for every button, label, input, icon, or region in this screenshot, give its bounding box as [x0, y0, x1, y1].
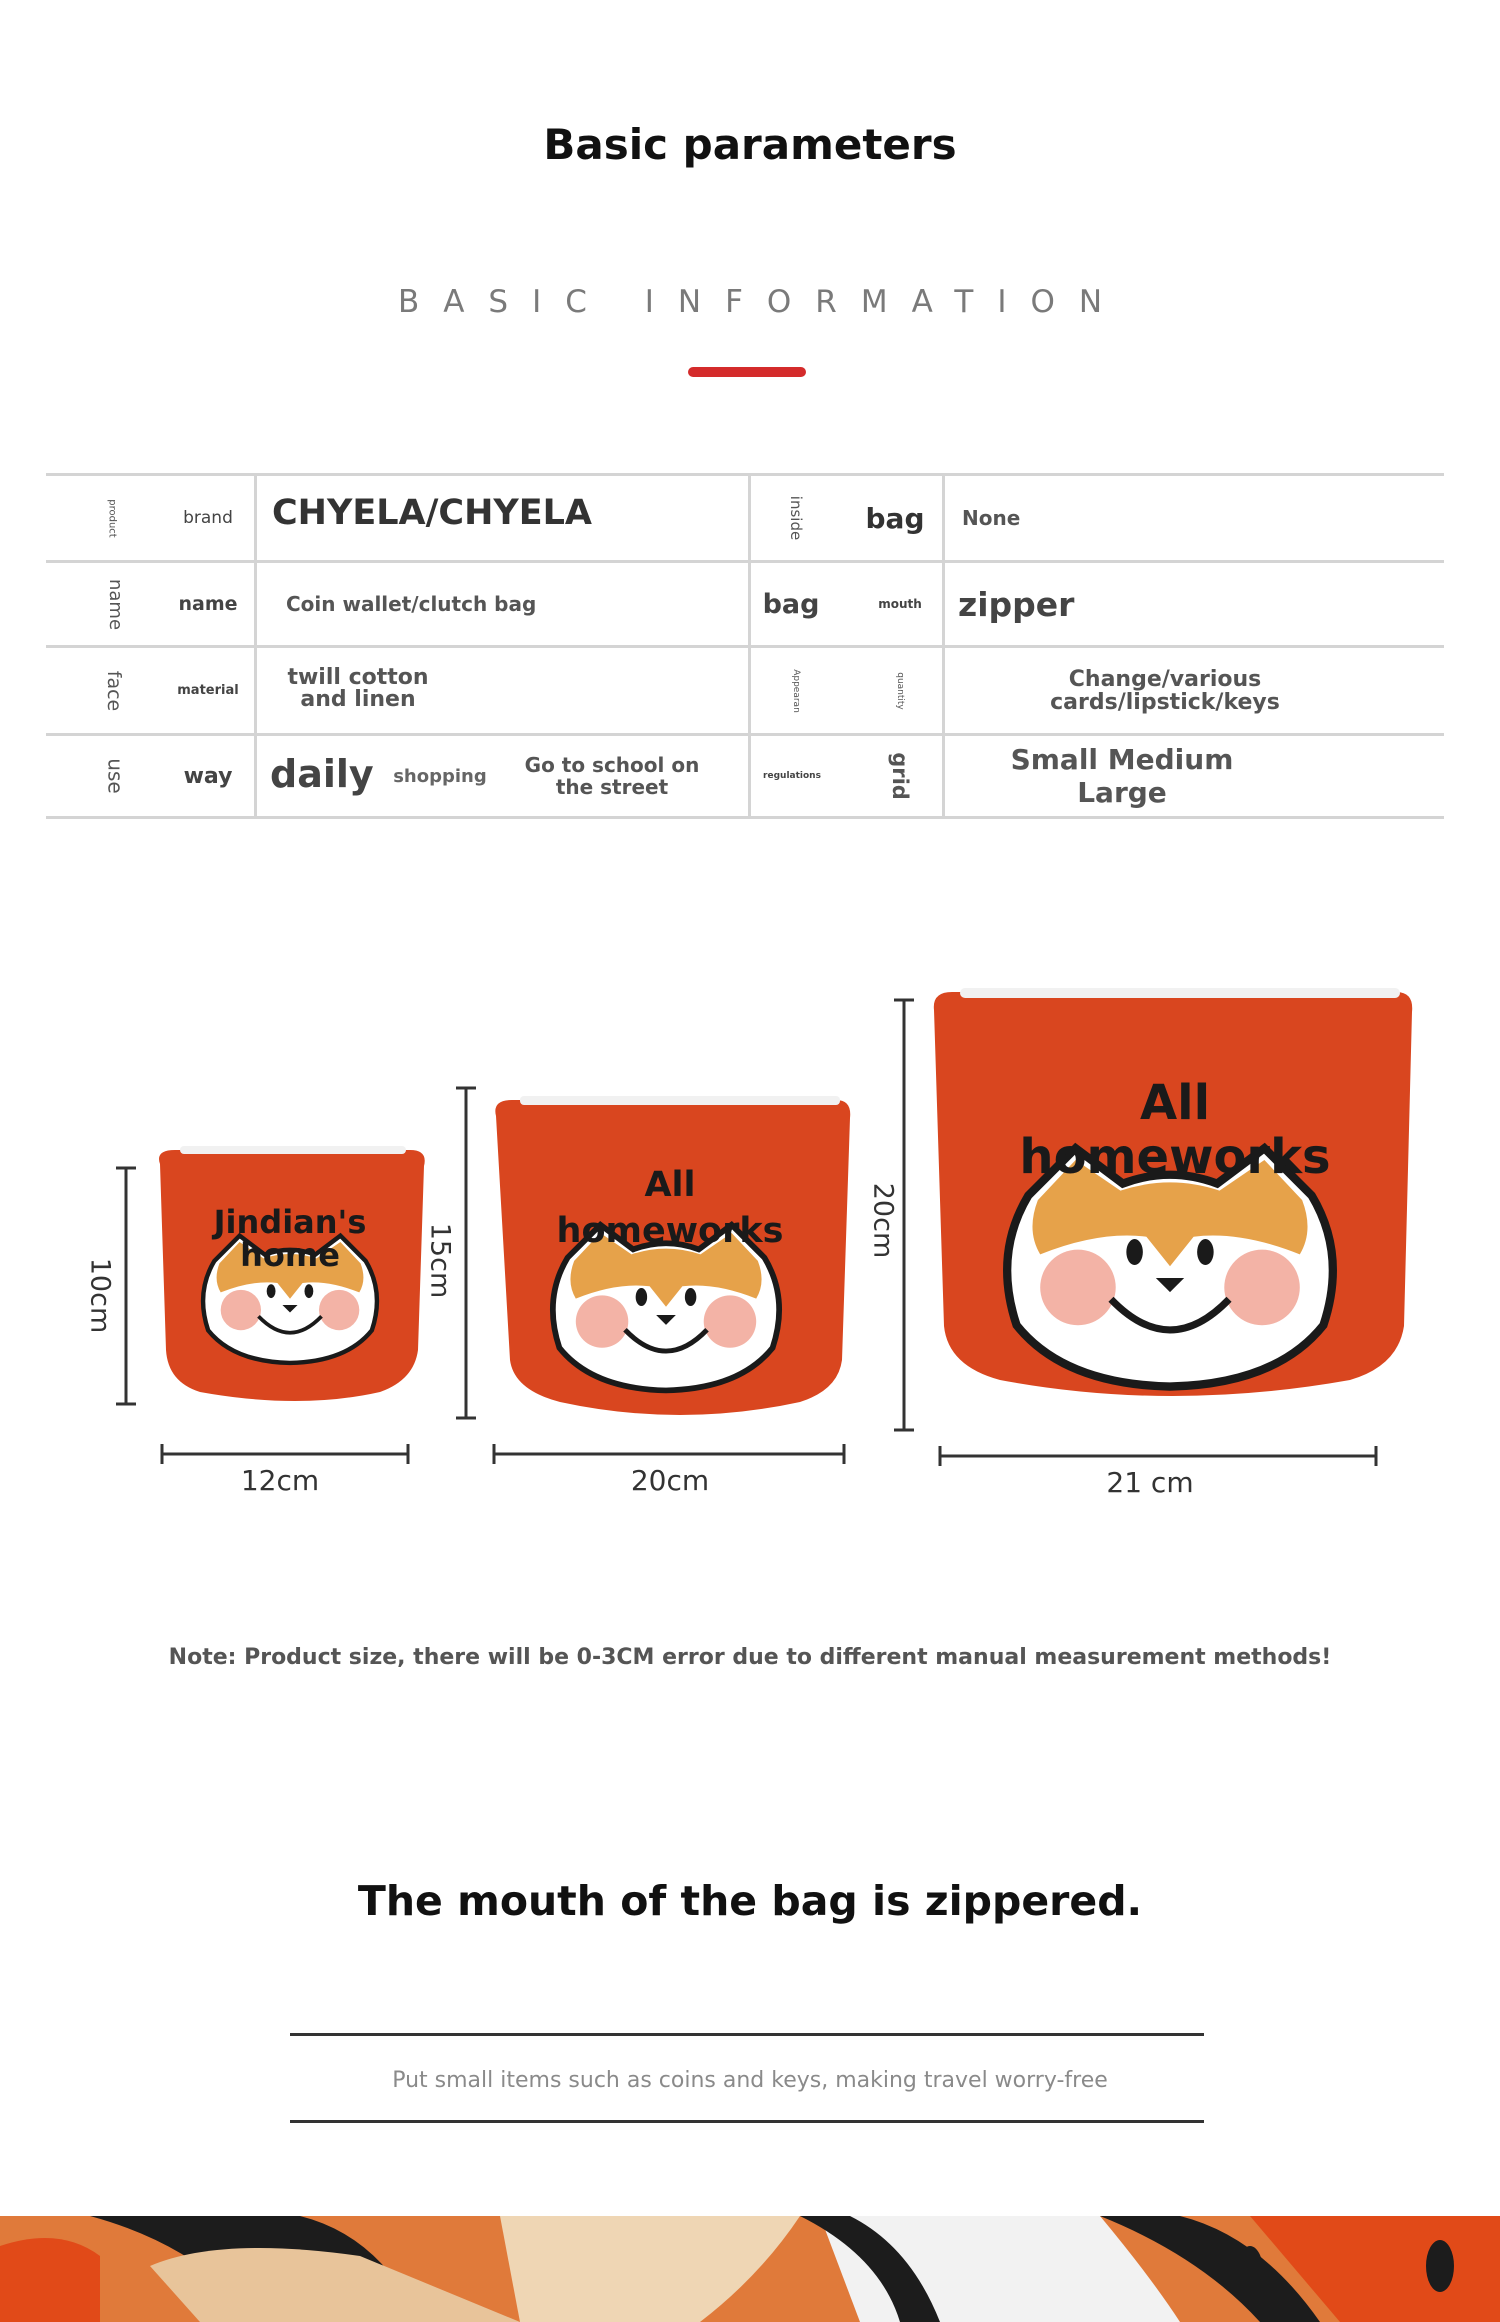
table-divider: [942, 473, 945, 819]
specification-value: Small Medium Large: [1010, 743, 1234, 809]
material-value: twill cotton and linen: [287, 665, 429, 712]
row3-prefix: face: [103, 670, 125, 711]
fabric-closeup-photo: [0, 2216, 1500, 2322]
row2-label-2a: bag: [762, 588, 820, 620]
small-bag-label: Jindian's home: [213, 1203, 367, 1274]
large-bag-label: All homeworks: [1019, 1075, 1331, 1185]
use-value-school: Go to school on the street: [524, 753, 700, 799]
row2-prefix: name: [105, 578, 127, 630]
large-bag: [934, 988, 1412, 1396]
medium-bag: [495, 1096, 850, 1415]
medium-height-label: 15cm: [424, 1222, 456, 1298]
name-value: Coin wallet/clutch bag: [286, 592, 537, 616]
bag-mouth-value: zipper: [958, 584, 1075, 624]
row3-prefix-2: Appearan: [791, 668, 801, 713]
row2-label-2b: mouth: [878, 597, 922, 611]
small-width-label: 12cm: [240, 1464, 320, 1497]
row4-label-2: grid: [888, 752, 912, 800]
zipper-rule-top: [290, 2033, 1204, 2036]
size-note: Note: Product size, there will be 0-3CM error due to different manual measurement methods!: [168, 1645, 1332, 1670]
use-value-daily: daily: [270, 752, 374, 796]
zipper-rule-bottom: [290, 2120, 1204, 2123]
use-value-shopping: shopping: [393, 765, 487, 787]
medium-width-label: 20cm: [630, 1464, 710, 1497]
row4-label: way: [183, 763, 233, 789]
large-width-label: 21 cm: [1106, 1466, 1194, 1499]
row4-prefix-2: regulations: [763, 771, 821, 781]
row1-prefix: product: [106, 498, 118, 538]
section-subheading: BASIC INFORMATION: [397, 284, 1127, 320]
zipper-title: The mouth of the bag is zippered.: [357, 1877, 1143, 1925]
appearance-value: Change/various cards/lipstick/keys: [1050, 666, 1280, 715]
medium-bag-label: All homeworks: [556, 1165, 784, 1251]
large-height-label: 20cm: [867, 1182, 899, 1258]
row3-label: material: [177, 683, 239, 698]
row1-prefix-2: inside: [787, 495, 806, 541]
row3-label-2: quantity: [895, 671, 905, 710]
table-divider: [254, 473, 257, 819]
small-height-label: 10cm: [84, 1257, 116, 1333]
page-title: Basic parameters: [543, 120, 957, 169]
zipper-subtitle: Put small items such as coins and keys, making travel worry-free: [392, 2068, 1108, 2093]
row1-label-2: bag: [865, 501, 925, 535]
row1-label: brand: [183, 508, 233, 528]
row2-label: name: [178, 593, 238, 615]
row4-prefix: use: [104, 758, 128, 794]
table-divider: [748, 473, 751, 819]
brand-value: CHYELA/CHYELA: [272, 493, 593, 533]
accent-bar: [688, 367, 806, 377]
inside-bag-value: None: [962, 506, 1021, 530]
